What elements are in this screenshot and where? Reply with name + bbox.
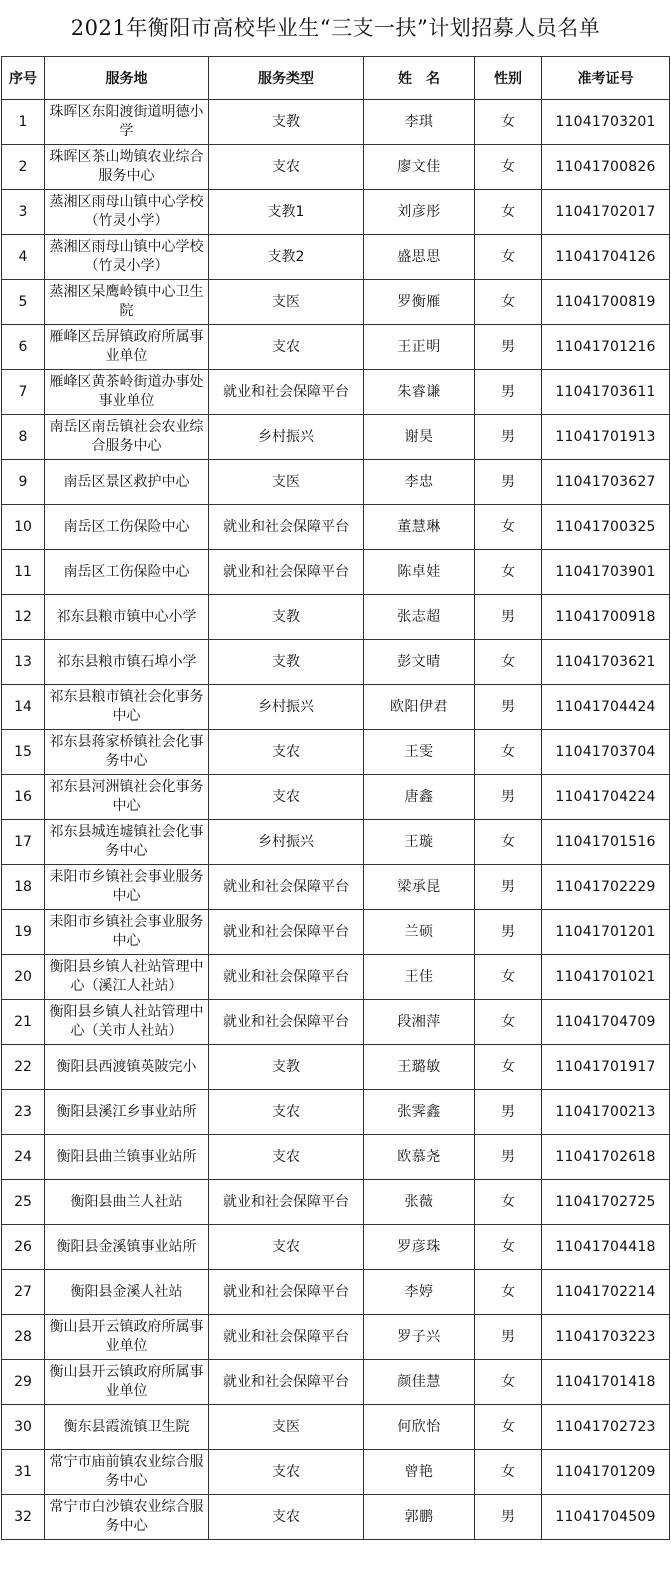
location-cell: 常宁市庙前镇农业综合服务中心 — [45, 1450, 209, 1495]
table-row — [2, 865, 670, 910]
table-row — [2, 730, 670, 775]
exam-id-cell: 11041700819 — [542, 280, 670, 325]
name-cell: 欧慕尧 — [364, 1135, 475, 1180]
service-type-cell: 支农 — [209, 1225, 364, 1270]
table-row — [2, 685, 670, 730]
gender-cell: 男 — [475, 595, 542, 640]
name-cell: 欧阳伊君 — [364, 685, 475, 730]
table-row — [2, 1180, 670, 1225]
table-row — [2, 100, 670, 145]
location-cell: 耒阳市乡镇社会事业服务中心 — [45, 910, 209, 955]
name-cell: 王雯 — [364, 730, 475, 775]
serial-cell: 17 — [2, 820, 45, 865]
exam-id-cell: 11041700918 — [542, 595, 670, 640]
name-cell: 廖文佳 — [364, 145, 475, 190]
exam-id-cell: 11041701913 — [542, 415, 670, 460]
exam-id-cell: 11041700826 — [542, 145, 670, 190]
gender-cell: 女 — [475, 280, 542, 325]
exam-id-cell: 11041703223 — [542, 1315, 670, 1360]
service-type-cell: 支教2 — [209, 235, 364, 280]
location-cell: 衡阳县西渡镇英陂完小 — [45, 1045, 209, 1090]
exam-id-cell: 11041703704 — [542, 730, 670, 775]
column-header-name: 姓 名 — [364, 57, 475, 100]
name-cell: 何欣怡 — [364, 1405, 475, 1450]
gender-cell: 男 — [475, 1495, 542, 1540]
service-type-cell: 就业和社会保障平台 — [209, 505, 364, 550]
serial-cell: 5 — [2, 280, 45, 325]
gender-cell: 女 — [475, 1450, 542, 1495]
service-type-cell: 就业和社会保障平台 — [209, 955, 364, 1000]
table-row — [2, 1000, 670, 1045]
serial-cell: 22 — [2, 1045, 45, 1090]
service-type-cell: 支教 — [209, 100, 364, 145]
location-cell: 蒸湘区雨母山镇中心学校（竹灵小学） — [45, 190, 209, 235]
service-type-cell: 支教 — [209, 640, 364, 685]
serial-cell: 4 — [2, 235, 45, 280]
table-row — [2, 1045, 670, 1090]
table-row — [2, 460, 670, 505]
service-type-cell: 支农 — [209, 145, 364, 190]
exam-id-cell: 11041704509 — [542, 1495, 670, 1540]
table-row — [2, 775, 670, 820]
name-cell: 董慧琳 — [364, 505, 475, 550]
serial-cell: 6 — [2, 325, 45, 370]
service-type-cell: 就业和社会保障平台 — [209, 865, 364, 910]
location-cell: 祁东县粮市镇社会化事务中心 — [45, 685, 209, 730]
name-cell: 盛思思 — [364, 235, 475, 280]
table-row — [2, 415, 670, 460]
name-cell: 王璇 — [364, 820, 475, 865]
name-cell: 张志超 — [364, 595, 475, 640]
gender-cell: 女 — [475, 955, 542, 1000]
gender-cell: 男 — [475, 775, 542, 820]
serial-cell: 3 — [2, 190, 45, 235]
table-row — [2, 910, 670, 955]
service-type-cell: 支农 — [209, 1495, 364, 1540]
serial-cell: 7 — [2, 370, 45, 415]
gender-cell: 女 — [475, 550, 542, 595]
gender-cell: 女 — [475, 505, 542, 550]
gender-cell: 女 — [475, 1225, 542, 1270]
exam-id-cell: 11041704424 — [542, 685, 670, 730]
serial-cell: 24 — [2, 1135, 45, 1180]
exam-id-cell: 11041704126 — [542, 235, 670, 280]
page-title: 2021年衡阳市高校毕业生“三支一扶”计划招募人员名单 — [70, 16, 601, 40]
gender-cell: 女 — [475, 1000, 542, 1045]
column-header-service-type: 服务类型 — [209, 57, 364, 100]
location-cell: 珠晖区东阳渡街道明德小学 — [45, 100, 209, 145]
service-type-cell: 乡村振兴 — [209, 820, 364, 865]
exam-id-cell: 11041701216 — [542, 325, 670, 370]
exam-id-cell: 11041702017 — [542, 190, 670, 235]
location-cell: 衡阳县曲兰人社站 — [45, 1180, 209, 1225]
location-cell: 祁东县河洲镇社会化事务中心 — [45, 775, 209, 820]
serial-cell: 21 — [2, 1000, 45, 1045]
gender-cell: 女 — [475, 145, 542, 190]
table-row — [2, 595, 670, 640]
exam-id-cell: 11041702725 — [542, 1180, 670, 1225]
table-row — [2, 235, 670, 280]
serial-cell: 1 — [2, 100, 45, 145]
name-cell: 王佳 — [364, 955, 475, 1000]
exam-id-cell: 11041701516 — [542, 820, 670, 865]
location-cell: 常宁市白沙镇农业综合服务中心 — [45, 1495, 209, 1540]
service-type-cell: 支农 — [209, 1090, 364, 1135]
table-row — [2, 370, 670, 415]
name-cell: 张霁鑫 — [364, 1090, 475, 1135]
location-cell: 衡阳县金溪镇事业站所 — [45, 1225, 209, 1270]
location-cell: 衡山县开云镇政府所属事业单位 — [45, 1360, 209, 1405]
exam-id-cell: 11041703611 — [542, 370, 670, 415]
serial-cell: 18 — [2, 865, 45, 910]
name-cell: 张薇 — [364, 1180, 475, 1225]
exam-id-cell: 11041701917 — [542, 1045, 670, 1090]
serial-cell: 19 — [2, 910, 45, 955]
serial-cell: 8 — [2, 415, 45, 460]
serial-cell: 27 — [2, 1270, 45, 1315]
exam-id-cell: 11041701418 — [542, 1360, 670, 1405]
location-cell: 衡山县开云镇政府所属事业单位 — [45, 1315, 209, 1360]
name-cell: 刘彦彤 — [364, 190, 475, 235]
serial-cell: 20 — [2, 955, 45, 1000]
name-cell: 李琪 — [364, 100, 475, 145]
exam-id-cell: 11041701209 — [542, 1450, 670, 1495]
serial-cell: 15 — [2, 730, 45, 775]
name-cell: 颜佳慧 — [364, 1360, 475, 1405]
location-cell: 祁东县蒋家桥镇社会化事务中心 — [45, 730, 209, 775]
name-cell: 李忠 — [364, 460, 475, 505]
location-cell: 祁东县粮市镇中心小学 — [45, 595, 209, 640]
table-row — [2, 1405, 670, 1450]
service-type-cell: 支医 — [209, 460, 364, 505]
table-row — [2, 820, 670, 865]
gender-cell: 男 — [475, 1090, 542, 1135]
table-row — [2, 145, 670, 190]
service-type-cell: 就业和社会保障平台 — [209, 1180, 364, 1225]
name-cell: 曾艳 — [364, 1450, 475, 1495]
table-row — [2, 1315, 670, 1360]
serial-cell: 28 — [2, 1315, 45, 1360]
table-row — [2, 955, 670, 1000]
service-type-cell: 支农 — [209, 730, 364, 775]
gender-cell: 女 — [475, 1270, 542, 1315]
gender-cell: 男 — [475, 415, 542, 460]
location-cell: 衡阳县乡镇人社站管理中心（关市人社站） — [45, 1000, 209, 1045]
table-row — [2, 1135, 670, 1180]
column-header-serial: 序号 — [2, 57, 45, 100]
name-cell: 兰硕 — [364, 910, 475, 955]
gender-cell: 男 — [475, 910, 542, 955]
table-row — [2, 325, 670, 370]
service-type-cell: 就业和社会保障平台 — [209, 370, 364, 415]
serial-cell: 2 — [2, 145, 45, 190]
gender-cell: 男 — [475, 1135, 542, 1180]
name-cell: 罗彦珠 — [364, 1225, 475, 1270]
service-type-cell: 乡村振兴 — [209, 415, 364, 460]
name-cell: 郭鹏 — [364, 1495, 475, 1540]
location-cell: 珠晖区茶山坳镇农业综合服务中心 — [45, 145, 209, 190]
exam-id-cell: 11041702723 — [542, 1405, 670, 1450]
exam-id-cell: 11041702214 — [542, 1270, 670, 1315]
name-cell: 彭文晴 — [364, 640, 475, 685]
serial-cell: 13 — [2, 640, 45, 685]
location-cell: 衡阳县金溪人社站 — [45, 1270, 209, 1315]
service-type-cell: 支教1 — [209, 190, 364, 235]
serial-cell: 9 — [2, 460, 45, 505]
table-row — [2, 1360, 670, 1405]
table-row — [2, 1090, 670, 1135]
location-cell: 雁峰区黄茶岭街道办事处事业单位 — [45, 370, 209, 415]
serial-cell: 12 — [2, 595, 45, 640]
name-cell: 朱睿谦 — [364, 370, 475, 415]
service-type-cell: 支农 — [209, 1450, 364, 1495]
name-cell: 陈卓娃 — [364, 550, 475, 595]
name-cell: 李婷 — [364, 1270, 475, 1315]
table-row — [2, 640, 670, 685]
exam-id-cell: 11041700325 — [542, 505, 670, 550]
name-cell: 王璐敏 — [364, 1045, 475, 1090]
serial-cell: 31 — [2, 1450, 45, 1495]
gender-cell: 男 — [475, 370, 542, 415]
gender-cell: 女 — [475, 1405, 542, 1450]
service-type-cell: 就业和社会保障平台 — [209, 1270, 364, 1315]
table-row — [2, 550, 670, 595]
exam-id-cell: 11041704709 — [542, 1000, 670, 1045]
service-type-cell: 就业和社会保障平台 — [209, 1360, 364, 1405]
serial-cell: 32 — [2, 1495, 45, 1540]
location-cell: 祁东县城连墟镇社会化事务中心 — [45, 820, 209, 865]
location-cell: 衡阳县溪江乡事业站所 — [45, 1090, 209, 1135]
exam-id-cell: 11041702229 — [542, 865, 670, 910]
name-cell: 王正明 — [364, 325, 475, 370]
location-cell: 南岳区工伤保险中心 — [45, 550, 209, 595]
table-row — [2, 1270, 670, 1315]
gender-cell: 女 — [475, 730, 542, 775]
gender-cell: 女 — [475, 640, 542, 685]
serial-cell: 11 — [2, 550, 45, 595]
service-type-cell: 就业和社会保障平台 — [209, 1000, 364, 1045]
gender-cell: 女 — [475, 235, 542, 280]
column-header-exam-id: 准考证号 — [542, 57, 670, 100]
exam-id-cell: 11041704224 — [542, 775, 670, 820]
gender-cell: 女 — [475, 100, 542, 145]
service-type-cell: 支农 — [209, 775, 364, 820]
location-cell: 蒸湘区雨母山镇中心学校（竹灵小学） — [45, 235, 209, 280]
location-cell: 蒸湘区呆鹰岭镇中心卫生院 — [45, 280, 209, 325]
name-cell: 谢昊 — [364, 415, 475, 460]
gender-cell: 女 — [475, 1045, 542, 1090]
exam-id-cell: 11041703627 — [542, 460, 670, 505]
service-type-cell: 支农 — [209, 325, 364, 370]
table-row — [2, 280, 670, 325]
location-cell: 南岳区工伤保险中心 — [45, 505, 209, 550]
service-type-cell: 支教 — [209, 595, 364, 640]
table-row — [2, 505, 670, 550]
service-type-cell: 就业和社会保障平台 — [209, 910, 364, 955]
gender-cell: 女 — [475, 190, 542, 235]
location-cell: 衡东县霞流镇卫生院 — [45, 1405, 209, 1450]
serial-cell: 25 — [2, 1180, 45, 1225]
service-type-cell: 乡村振兴 — [209, 685, 364, 730]
table-body — [2, 100, 670, 1540]
table-row — [2, 1495, 670, 1540]
table-row — [2, 1450, 670, 1495]
recruitment-table — [1, 56, 670, 1540]
service-type-cell: 就业和社会保障平台 — [209, 550, 364, 595]
service-type-cell: 支医 — [209, 280, 364, 325]
location-cell: 南岳区南岳镇社会农业综合服务中心 — [45, 415, 209, 460]
gender-cell: 女 — [475, 1360, 542, 1405]
column-header-location: 服务地 — [45, 57, 209, 100]
table-row — [2, 190, 670, 235]
service-type-cell: 支农 — [209, 1135, 364, 1180]
service-type-cell: 就业和社会保障平台 — [209, 1315, 364, 1360]
service-type-cell: 支教 — [209, 1045, 364, 1090]
exam-id-cell: 11041703201 — [542, 100, 670, 145]
column-header-gender: 性别 — [475, 57, 542, 100]
exam-id-cell: 11041701021 — [542, 955, 670, 1000]
location-cell: 耒阳市乡镇社会事业服务中心 — [45, 865, 209, 910]
gender-cell: 男 — [475, 460, 542, 505]
location-cell: 雁峰区岳屏镇政府所属事业单位 — [45, 325, 209, 370]
serial-cell: 23 — [2, 1090, 45, 1135]
gender-cell: 男 — [475, 1315, 542, 1360]
serial-cell: 14 — [2, 685, 45, 730]
table-row — [2, 1225, 670, 1270]
serial-cell: 29 — [2, 1360, 45, 1405]
location-cell: 衡阳县乡镇人社站管理中心（溪江人社站） — [45, 955, 209, 1000]
name-cell: 段湘萍 — [364, 1000, 475, 1045]
name-cell: 罗衡雁 — [364, 280, 475, 325]
location-cell: 祁东县粮市镇石埠小学 — [45, 640, 209, 685]
gender-cell: 女 — [475, 1180, 542, 1225]
exam-id-cell: 11041703621 — [542, 640, 670, 685]
exam-id-cell: 11041700213 — [542, 1090, 670, 1135]
exam-id-cell: 11041701201 — [542, 910, 670, 955]
serial-cell: 30 — [2, 1405, 45, 1450]
exam-id-cell: 11041702618 — [542, 1135, 670, 1180]
header-row — [2, 57, 670, 100]
name-cell: 唐鑫 — [364, 775, 475, 820]
gender-cell: 男 — [475, 325, 542, 370]
serial-cell: 16 — [2, 775, 45, 820]
gender-cell: 女 — [475, 820, 542, 865]
gender-cell: 男 — [475, 865, 542, 910]
service-type-cell: 支医 — [209, 1405, 364, 1450]
serial-cell: 10 — [2, 505, 45, 550]
serial-cell: 26 — [2, 1225, 45, 1270]
location-cell: 南岳区景区救护中心 — [45, 460, 209, 505]
location-cell: 衡阳县曲兰镇事业站所 — [45, 1135, 209, 1180]
name-cell: 梁承昆 — [364, 865, 475, 910]
exam-id-cell: 11041704418 — [542, 1225, 670, 1270]
gender-cell: 男 — [475, 685, 542, 730]
name-cell: 罗子兴 — [364, 1315, 475, 1360]
exam-id-cell: 11041703901 — [542, 550, 670, 595]
